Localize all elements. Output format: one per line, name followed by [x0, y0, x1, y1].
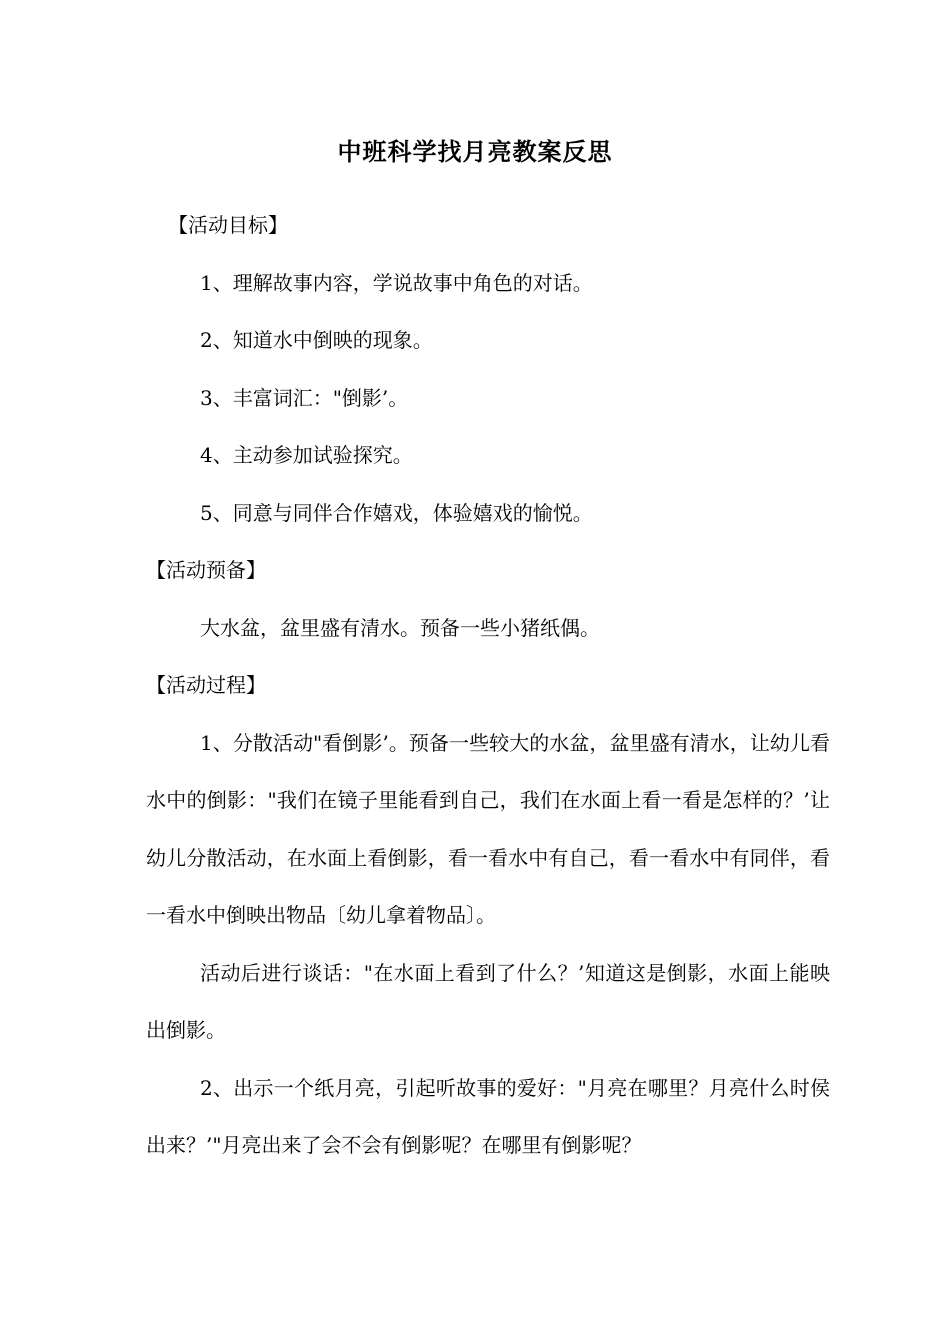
goal-item-5: 5、同意与同伴合作嬉戏，体验嬉戏的愉悦。: [200, 500, 593, 525]
goal-item-2: 2、知道水中倒映的现象。: [200, 328, 433, 352]
goal-item-1: 1、理解故事内容，学说故事中角色的对话。: [200, 270, 593, 295]
process-paragraph-2: 活动后进行谈话："在水面上看到了什么？’知道这是倒影，水面上能映出倒影。: [146, 960, 830, 1042]
goal-item-4: 4、主动参加试验探究。: [200, 443, 413, 467]
section-heading-goals: 【活动目标】: [168, 213, 288, 237]
section-heading-process: 【活动过程】: [146, 673, 266, 697]
document-body: [146, 197, 830, 1175]
goal-item-3: 3、丰富词汇："倒影’。: [200, 385, 409, 410]
document-title: 中班科学找月亮教案反思: [337, 138, 613, 166]
section-heading-preparation: 【活动预备】: [146, 558, 266, 582]
process-paragraph-1: 1、分散活动"看倒影’。预备一些较大的水盆，盆里盛有清水，让幼儿看水中的倒影："我们在镜子里能看到自己，我们在水面上看一看是怎样的？’让幼儿分散活动，在水面上看倒影，看一看水中有自己，看一看水中有同伴，看一看水中倒映出物品〔幼儿拿着物品〕。: [146, 730, 830, 927]
process-paragraph-3: 2、出示一个纸月亮，引起听故事的爱好："月亮在哪里？月亮什么时侯出来？’"月亮出来了会不会有倒影呢？在哪里有倒影呢？: [146, 1075, 830, 1157]
preparation-paragraph: 大水盆，盆里盛有清水。预备一些小猪纸偶。: [200, 615, 600, 640]
